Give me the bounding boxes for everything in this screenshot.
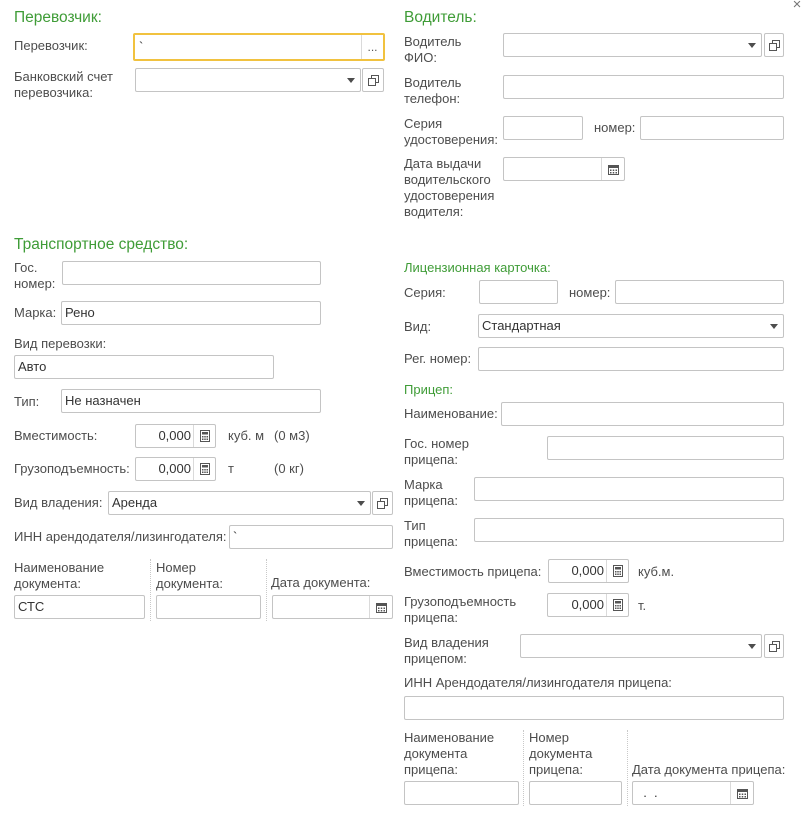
vehicle-load-unit: т	[228, 461, 234, 476]
license-date-label: Дата выдачи водительского удостоверения водителя:	[404, 156, 495, 219]
bank-account-open-button[interactable]	[362, 68, 384, 92]
trailer-heading: Прицеп:	[404, 382, 454, 397]
carrier-select-button[interactable]: ...	[361, 35, 383, 59]
trailer-lessor-inn-label: ИНН Арендодателя/лизингодателя прицепа:	[404, 675, 672, 690]
open-form-icon	[769, 641, 780, 652]
trailer-doc-date-calendar-button[interactable]	[730, 782, 753, 804]
vehicle-ownership-field[interactable]	[108, 491, 371, 515]
vehicle-doc-date-label: Дата документа:	[271, 575, 371, 590]
driver-name-label: Водитель ФИО:	[404, 34, 462, 65]
trailer-load-label: Грузоподъемность прицепа:	[404, 594, 517, 625]
vehicle-ownership-open-button[interactable]	[372, 491, 393, 515]
trailer-load-field[interactable]	[547, 593, 629, 617]
vehicle-load-field[interactable]	[135, 457, 216, 481]
lessor-inn-field[interactable]	[229, 525, 393, 549]
driver-phone-field[interactable]	[503, 75, 784, 99]
trailer-doc-number-field[interactable]	[529, 781, 622, 805]
vehicle-capacity-calculator-button[interactable]	[193, 425, 215, 447]
license-date-field[interactable]	[503, 157, 625, 181]
trailer-load-unit: т.	[638, 598, 647, 613]
trailer-doc-name-label: Наименование документа прицепа:	[404, 730, 495, 777]
lessor-inn-value: `	[233, 529, 238, 544]
vehicle-doc-date-field[interactable]	[272, 595, 393, 619]
transport-kind-field[interactable]	[14, 355, 274, 379]
close-icon: ×	[792, 0, 802, 13]
column-separator	[627, 730, 628, 806]
trailer-type-label: Тип прицепа:	[404, 518, 458, 549]
driver-name-dropdown-button[interactable]	[743, 34, 761, 56]
vehicle-load-total: (0 кг)	[274, 461, 304, 476]
vehicle-brand-label: Марка:	[14, 305, 57, 320]
trailer-capacity-calculator-button[interactable]	[606, 560, 628, 582]
card-reg-number-field[interactable]	[478, 347, 784, 371]
calculator-icon	[200, 463, 210, 475]
transport-kind-value: Авто	[18, 359, 47, 374]
vehicle-load-label: Грузоподъемность:	[14, 461, 130, 476]
open-form-icon	[769, 40, 780, 51]
bank-account-field[interactable]	[135, 68, 361, 92]
vehicle-doc-name-label: Наименование документа:	[14, 560, 105, 591]
license-date-calendar-button[interactable]	[601, 158, 624, 180]
vehicle-brand-field[interactable]	[61, 301, 321, 325]
card-series-label: Серия:	[404, 285, 446, 300]
driver-name-open-button[interactable]	[764, 33, 784, 57]
vehicle-capacity-total: (0 м3)	[274, 428, 310, 443]
vehicle-type-label: Тип:	[14, 394, 40, 409]
trailer-plate-label: Гос. номер прицепа:	[404, 436, 469, 467]
trailer-capacity-unit: куб.м.	[638, 564, 675, 579]
calendar-icon	[737, 788, 748, 799]
trailer-name-field[interactable]	[501, 402, 784, 426]
vehicle-plate-label: Гос. номер:	[14, 260, 56, 291]
trailer-doc-name-field[interactable]	[404, 781, 519, 805]
bank-account-dropdown-button[interactable]	[342, 69, 360, 91]
card-number-field[interactable]	[615, 280, 784, 304]
transport-kind-label: Вид перевозки:	[14, 336, 107, 351]
chevron-down-icon	[748, 43, 756, 48]
card-kind-label: Вид:	[404, 319, 432, 334]
vehicle-doc-name-value: СТС	[18, 599, 45, 614]
vehicle-brand-value: Рено	[65, 305, 95, 320]
license-number-label: номер:	[594, 120, 636, 135]
calendar-icon	[608, 164, 619, 175]
calendar-icon	[376, 602, 387, 613]
driver-name-field[interactable]	[503, 33, 762, 57]
trailer-load-value: 0,000	[571, 597, 604, 612]
calculator-icon	[200, 430, 210, 442]
vehicle-doc-date-calendar-button[interactable]	[369, 596, 392, 618]
carrier-label: Перевозчик:	[14, 38, 88, 53]
trailer-capacity-field[interactable]	[548, 559, 629, 583]
close-button[interactable]	[791, 0, 803, 13]
column-separator	[266, 559, 267, 621]
chevron-down-icon	[770, 324, 778, 329]
driver-section-heading: Водитель:	[404, 9, 477, 26]
trailer-capacity-value: 0,000	[571, 563, 604, 578]
license-series-field[interactable]	[503, 116, 583, 140]
vehicle-capacity-value: 0,000	[158, 428, 191, 443]
column-separator	[523, 730, 524, 806]
license-series-label: Серия удостоверения:	[404, 116, 498, 147]
vehicle-capacity-field[interactable]	[135, 424, 216, 448]
trailer-doc-number-label: Номер документа прицепа:	[529, 730, 593, 777]
trailer-lessor-inn-field[interactable]	[404, 696, 784, 720]
license-card-heading: Лицензионная карточка:	[404, 260, 551, 275]
trailer-capacity-label: Вместимость прицепа:	[404, 564, 542, 579]
vehicle-doc-number-label: Номер документа:	[156, 560, 223, 591]
carrier-field[interactable]	[133, 33, 385, 61]
trailer-type-field[interactable]	[474, 518, 784, 542]
bank-account-label: Банковский счет перевозчика:	[14, 69, 113, 100]
trailer-ownership-field[interactable]	[520, 634, 762, 658]
trailer-ownership-dropdown-button[interactable]	[743, 635, 761, 657]
card-kind-value: Стандартная	[482, 318, 561, 333]
vehicle-ownership-dropdown-button[interactable]	[352, 492, 370, 514]
vehicle-capacity-unit: куб. м	[228, 428, 265, 443]
vehicle-load-calculator-button[interactable]	[193, 458, 215, 480]
trailer-ownership-open-button[interactable]	[764, 634, 784, 658]
card-series-field[interactable]	[479, 280, 558, 304]
vehicle-ownership-label: Вид владения:	[14, 495, 103, 510]
card-number-label: номер:	[569, 285, 611, 300]
vehicle-plate-field[interactable]	[62, 261, 321, 285]
vehicle-capacity-label: Вместимость:	[14, 428, 98, 443]
vehicle-section-heading: Транспортное средство:	[14, 236, 189, 253]
chevron-down-icon	[357, 501, 365, 506]
trailer-brand-label: Марка прицепа:	[404, 477, 458, 508]
open-form-icon	[377, 498, 388, 509]
column-separator	[150, 559, 151, 621]
trailer-doc-date-field[interactable]	[632, 781, 754, 805]
trailer-load-calculator-button[interactable]	[606, 594, 628, 616]
vehicle-ownership-value: Аренда	[112, 495, 158, 510]
vehicle-type-field[interactable]	[61, 389, 321, 413]
calculator-icon	[613, 599, 623, 611]
trailer-name-label: Наименование:	[404, 406, 498, 421]
trailer-brand-field[interactable]	[474, 477, 784, 501]
carrier-section-heading: Перевозчик:	[14, 9, 102, 26]
chevron-down-icon	[748, 644, 756, 649]
card-kind-dropdown-button[interactable]	[765, 315, 783, 337]
driver-phone-label: Водитель телефон:	[404, 75, 462, 106]
calculator-icon	[613, 565, 623, 577]
trailer-doc-date-value: . .	[636, 785, 658, 800]
license-number-field[interactable]	[640, 116, 784, 140]
vehicle-doc-number-field[interactable]	[156, 595, 261, 619]
trailer-ownership-label: Вид владения прицепом:	[404, 635, 489, 666]
lessor-inn-label: ИНН арендодателя/лизингодателя:	[14, 529, 227, 544]
card-kind-field[interactable]	[478, 314, 784, 338]
trailer-doc-date-label: Дата документа прицепа:	[632, 762, 786, 777]
vehicle-load-value: 0,000	[158, 461, 191, 476]
open-form-icon	[368, 75, 379, 86]
chevron-down-icon	[347, 78, 355, 83]
card-reg-number-label: Рег. номер:	[404, 351, 472, 366]
vehicle-doc-name-field[interactable]	[14, 595, 145, 619]
carrier-value: `	[139, 39, 144, 54]
trailer-plate-field[interactable]	[547, 436, 784, 460]
vehicle-type-value: Не назначен	[65, 393, 141, 408]
